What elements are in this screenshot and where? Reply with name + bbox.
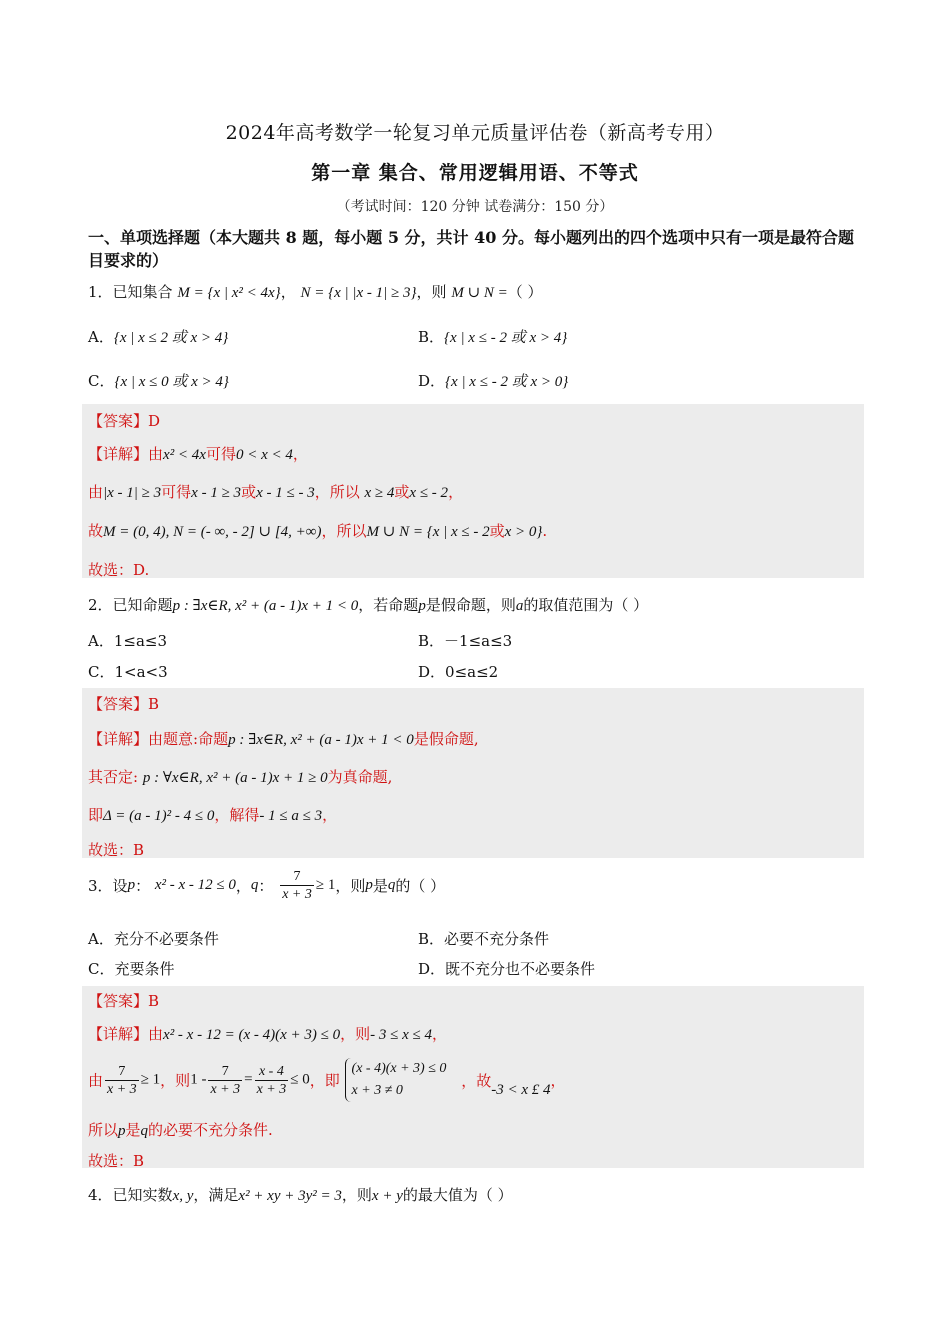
question-2-detail-2: 其否定: p : ∀x∈R, x² + (a - 1)x + 1 ≥ 0为真命题,	[88, 768, 393, 786]
question-3-stem: 3．设p： x² - x - 12 ≤ 0，q： $\frac{7}{x + 3}$ ≥ 1，则p是q的（ ）	[88, 869, 446, 902]
question-1-detail-1: 【详解】由x² < 4x可得0 < x < 4，	[88, 445, 308, 463]
document-title: 2024年高考数学一轮复习单元质量评估卷（新高考专用）	[225, 122, 725, 144]
q3-inequality-system: (x - 4)(x + 3) ≤ 0 x + 3 ≠ 0	[345, 1058, 447, 1102]
question-1-option-d: D．{x | x ≤ - 2 或 x > 0}	[418, 372, 569, 390]
chapter-title: 第一章 集合、常用逻辑用语、不等式	[311, 162, 639, 184]
question-3-detail-3: 所以p是q的必要不充分条件.	[88, 1121, 273, 1139]
question-2-option-d: D．0≤a≤2	[418, 663, 499, 681]
question-2-option-b: B．－1≤a≤3	[418, 632, 513, 650]
question-3-detail-2: 由 $\frac{7}{x + 3}$ ≥ 1，则1 - $\frac{7}{x + 3}$ = $\frac{x - 4}{x + 3}$ ≤ 0，即 (x - 4)(x + 3) ≤ 0 x + 3 ≠ 0 ，故-3 < x £ 4，	[88, 1058, 566, 1102]
q3-detail-fraction-3: $\frac{x - 4}{x + 3}$	[256, 1063, 287, 1097]
question-3-option-c: C．充要条件	[88, 960, 175, 978]
question-2-answer: 【答案】B	[88, 695, 160, 713]
question-2-stem: 2．已知命题p : ∃x∈R, x² + (a - 1)x + 1 < 0，若命题p是假命题，则a的取值范围为（ ）	[88, 596, 649, 614]
exam-meta: （考试时间：120 分钟 试卷满分：150 分）	[336, 199, 614, 215]
question-1-detail-2: 由|x - 1| ≥ 3可得x - 1 ≥ 3或x - 1 ≤ - 3，所以 x ≥ 4或x ≤ - 2，	[88, 483, 464, 501]
question-1-option-b: B．{x | x ≤ - 2 或 x > 4}	[418, 328, 568, 346]
question-1-stem: 1．已知集合 M = {x | x² < 4x}， N = {x | |x - 1| ≥ 3}，则 M ∪ N =（ ）	[88, 283, 543, 301]
q3-fraction: $\frac{7}{x + 3}$	[282, 869, 312, 902]
union-math: M ∪ N =	[451, 285, 508, 301]
question-2-detail-3: 即Δ = (a - 1)² - 4 ≤ 0，解得- 1 ≤ a ≤ 3，	[88, 806, 338, 824]
question-1-answer: 【答案】D	[88, 412, 161, 430]
q3-detail-fraction-2: $\frac{7}{x + 3}$	[210, 1063, 241, 1097]
question-4-stem: 4．已知实数x, y，满足x² + xy + 3y² = 3，则x + y的最大值为（ ）	[88, 1186, 513, 1204]
question-2-option-c: C．1<a<3	[88, 663, 168, 681]
question-3-option-b: B．必要不充分条件	[418, 930, 550, 948]
question-3-choice: 故选：B	[88, 1152, 145, 1170]
question-3-detail-1: 【详解】由x² - x - 12 = (x - 4)(x + 3) ≤ 0，则- 3 ≤ x ≤ 4，	[88, 1025, 448, 1043]
q3-detail-fraction-1: $\frac{7}{x + 3}$	[107, 1063, 137, 1097]
question-2-choice: 故选：B	[88, 841, 145, 859]
question-3-option-a: A．充分不必要条件	[88, 930, 219, 948]
question-1-choice: 故选：D.	[88, 561, 150, 579]
section-heading: 一、单项选择题（本大题共 8 题，每小题 5 分，共计 40 分。每小题列出的四个选项中只有一项是最符合题目要求的）	[88, 228, 854, 270]
question-3-answer: 【答案】B	[88, 992, 160, 1010]
question-3-option-d: D．既不充分也不必要条件	[418, 960, 596, 978]
question-1-option-a: A．{x | x ≤ 2 或 x > 4}	[88, 328, 229, 346]
set-m-math: M = {x | x² < 4x}	[177, 285, 281, 301]
question-2-detail-1: 【详解】由题意:命题p : ∃x∈R, x² + (a - 1)x + 1 < 0是假命题,	[88, 730, 479, 748]
set-n-math: N = {x | |x - 1| ≥ 3}	[300, 285, 417, 301]
question-1-detail-3: 故M = (0, 4), N = (- ∞, - 2] ∪ [4, +∞)，所以M ∪ N = {x | x ≤ - 2或x > 0}.	[88, 522, 548, 540]
question-2-option-a: A．1≤a≤3	[88, 632, 168, 650]
question-1-option-c: C．{x | x ≤ 0 或 x > 4}	[88, 372, 229, 390]
